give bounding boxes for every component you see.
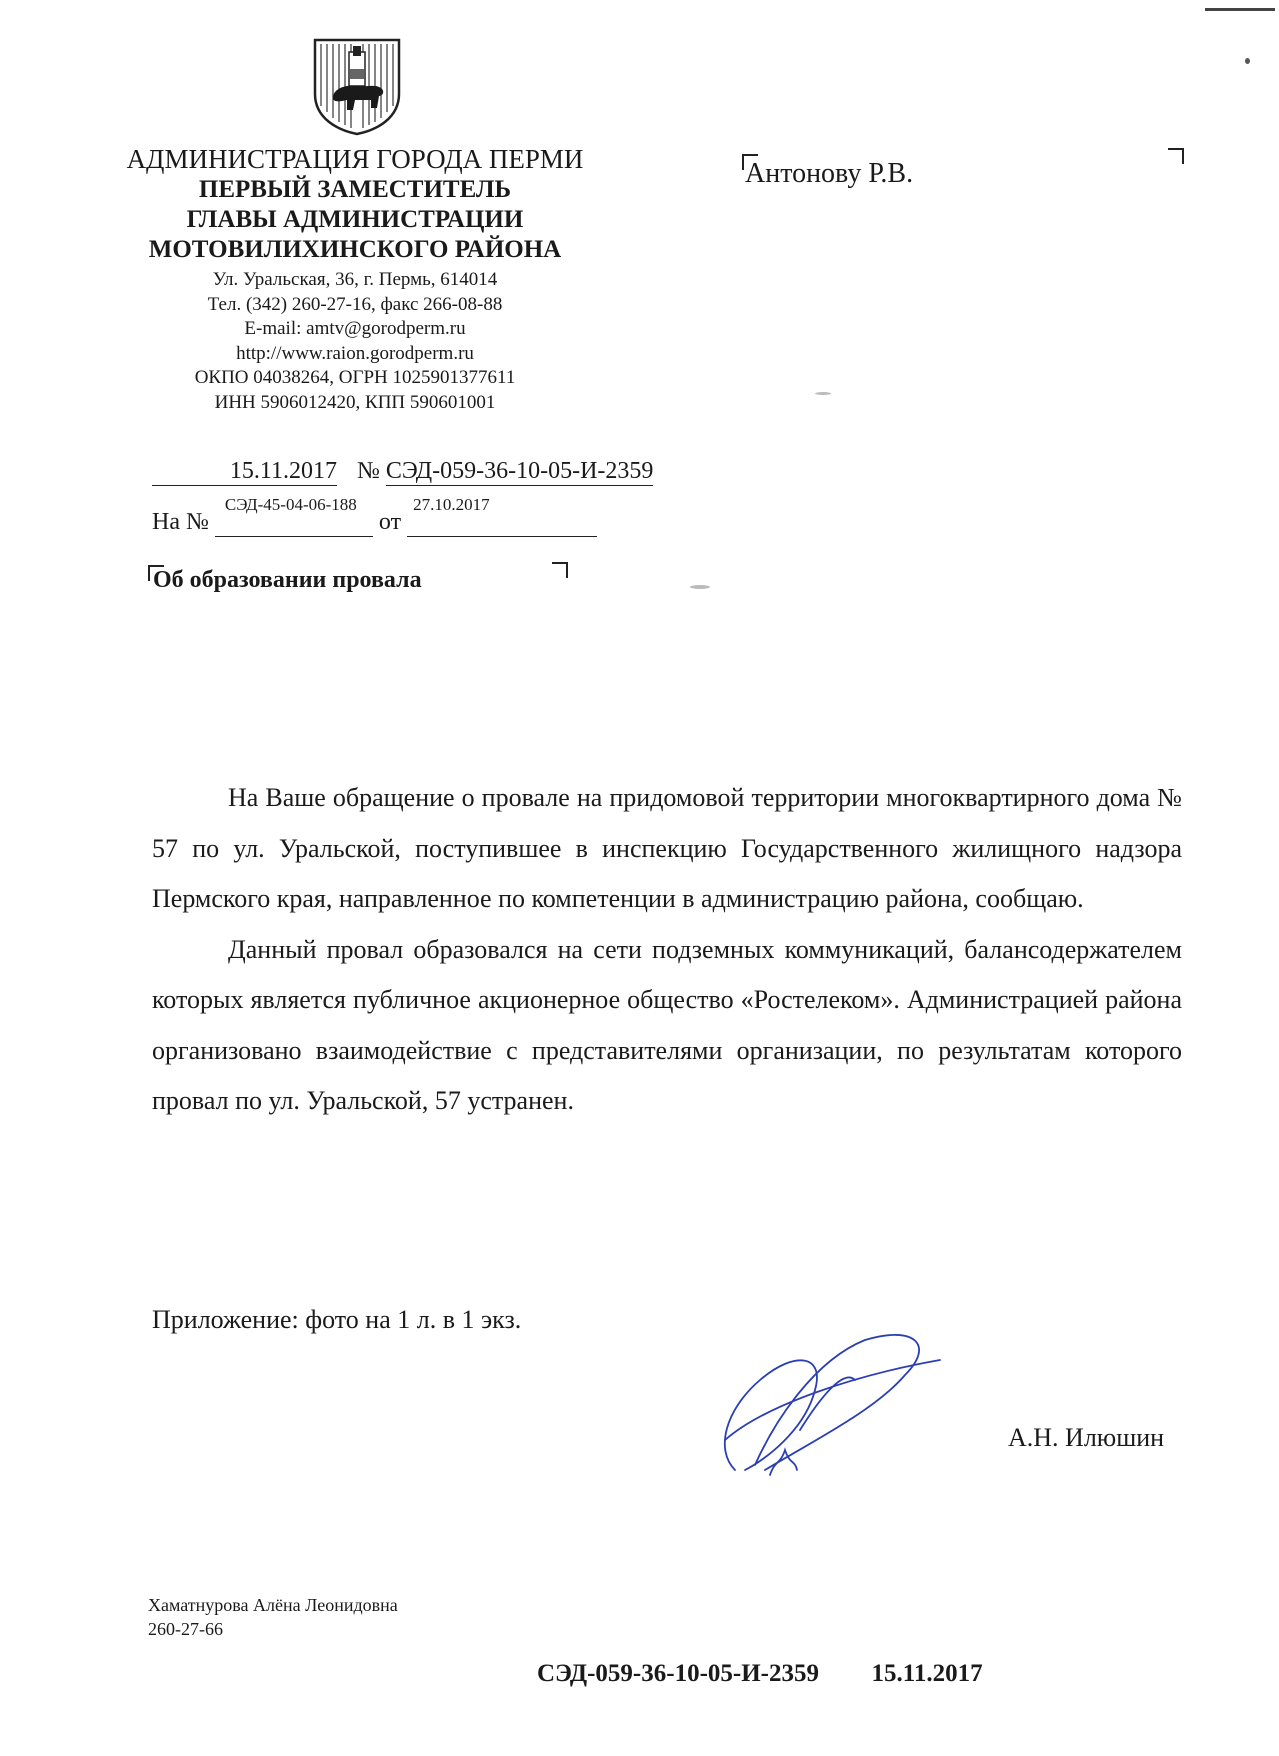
subject-corner-right bbox=[552, 562, 568, 578]
handwritten-signature bbox=[705, 1320, 950, 1490]
position-line-3: МОТОВИЛИХИНСКОГО РАЙОНА bbox=[148, 236, 562, 263]
reply-date: 27.10.2017 bbox=[413, 495, 490, 514]
body-paragraph-2: Данный провал образовался на сети подземных коммуникаций, балансодержателем которых является публичное акционерное общество «Ростелеком». Администрацией района организовано взаимодействие с представителями организации, по результатам которого провал по ул. Уральской, 57 устранен. bbox=[152, 934, 1182, 1115]
letter-subject: Об образовании провала bbox=[153, 567, 422, 593]
registration-date: 15.11.2017 bbox=[152, 458, 337, 486]
perm-coat-of-arms-icon bbox=[311, 36, 403, 136]
scan-speck bbox=[1245, 58, 1250, 64]
executor-name: Хаматнурова Алёна Леонидовна bbox=[148, 1595, 398, 1615]
reply-number: СЭД-45-04-06-188 bbox=[224, 495, 357, 514]
reply-from-label: от bbox=[378, 509, 402, 535]
reply-prefix: На № bbox=[152, 509, 209, 535]
addressee: Антонову Р.В. bbox=[745, 158, 914, 189]
scan-speck bbox=[815, 392, 831, 395]
number-prefix: № bbox=[357, 458, 380, 484]
executor-info bbox=[148, 1593, 398, 1641]
footer-registration bbox=[537, 1660, 983, 1688]
signer-name: А.Н. Илюшин bbox=[1008, 1423, 1165, 1452]
attachment-note: Приложение: фото на 1 л. в 1 экз. bbox=[152, 1305, 522, 1334]
executor-phone: 260-27-66 bbox=[148, 1619, 223, 1639]
address-line: Ул. Уральская, 36, г. Пермь, 614014 bbox=[212, 269, 498, 290]
reply-reference-line bbox=[152, 495, 597, 537]
phone-line: Тел. (342) 260-27-16, факс 266-08-88 bbox=[207, 293, 503, 315]
org-name: АДМИНИСТРАЦИЯ ГОРОДА ПЕРМИ bbox=[126, 144, 584, 174]
inn-kpp-line: ИНН 5906012420, КПП 590601001 bbox=[214, 391, 496, 413]
website-line: http://www.raion.gorodperm.ru bbox=[236, 342, 474, 364]
scan-edge bbox=[1205, 8, 1275, 11]
footer-reg-number: СЭД-059-36-10-05-И-2359 bbox=[537, 1660, 820, 1687]
registration-number: СЭД-059-36-10-05-И-2359 bbox=[385, 458, 654, 484]
okpo-ogrn-line: ОКПО 04038264, ОГРН 1025901377611 bbox=[194, 367, 516, 388]
body-paragraph-1: На Ваше обращение о провале на придомовой территории многоквартирного дома № 57 по ул. Уральской, поступившее в инспекцию Государственного жилищного надзора Пермского края, направленное по компетенции в администрацию района, сообщаю. bbox=[152, 783, 1182, 913]
position-line-2: ГЛАВЫ АДМИНИСТРАЦИИ bbox=[186, 206, 524, 233]
footer-reg-date: 15.11.2017 bbox=[871, 1660, 983, 1687]
addressee-corner-right bbox=[1168, 148, 1184, 164]
sender-header bbox=[95, 144, 615, 415]
letter-body bbox=[152, 773, 1182, 1127]
scan-speck bbox=[690, 585, 710, 589]
registration-line bbox=[152, 458, 653, 486]
email-line: E-mail: amtv@gorodperm.ru bbox=[244, 318, 466, 339]
position-line-1: ПЕРВЫЙ ЗАМЕСТИТЕЛЬ bbox=[198, 176, 512, 203]
